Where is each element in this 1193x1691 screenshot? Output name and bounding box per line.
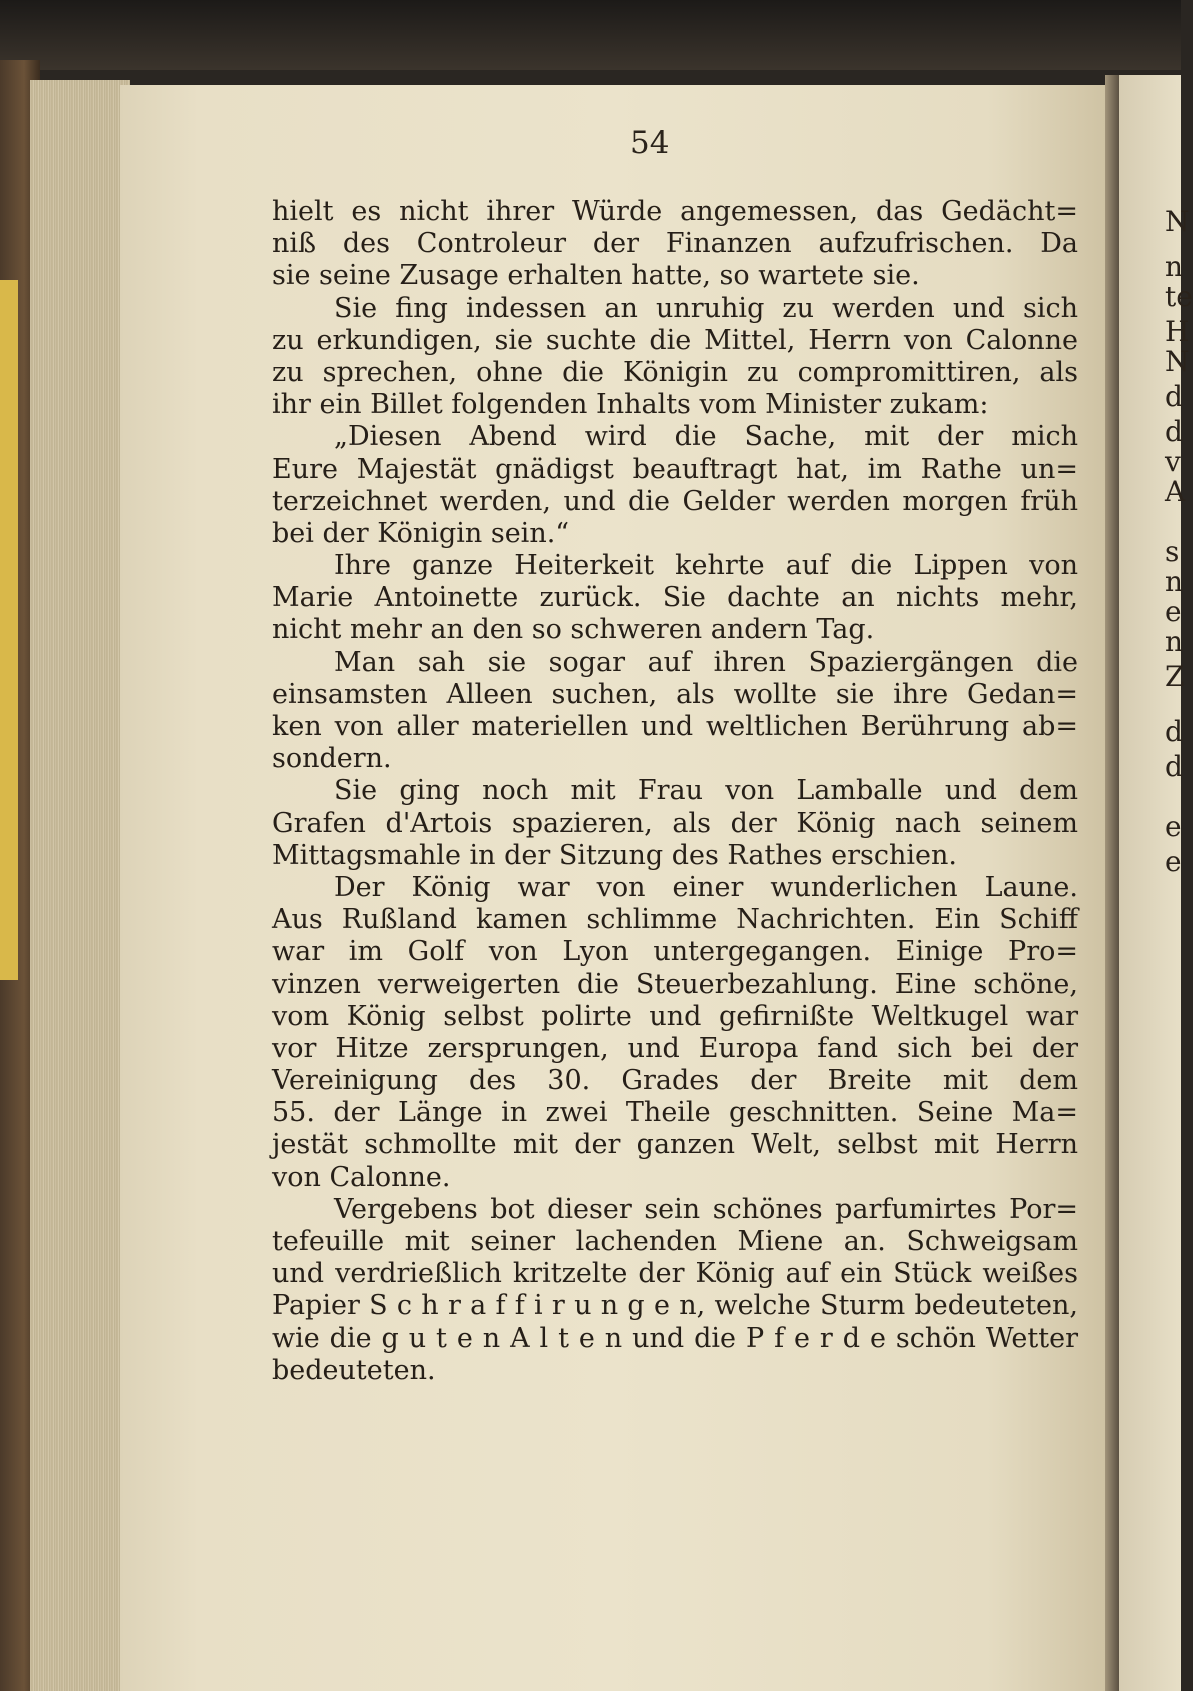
right-page-letter: s [1165,535,1180,568]
right-page-letter: v [1165,445,1181,478]
text-line: zu erkundigen, sie suchte die Mittel, Herrn von Calonne [272,324,1078,356]
text-line: hielt es nicht ihrer Würde angemessen, das Gedächt= [272,196,1078,227]
right-page-letter: Z [1165,660,1185,693]
right-page-letter: e [1165,810,1182,843]
text-line: ihr ein Billet folgenden Inhalts vom Minister zukam: [272,389,989,421]
text-line: Vergebens bot dieser sein schönes parfumirtes Por= [334,1193,1078,1225]
text-line: vor Hitze zersprungen, und Europa fand sich bei der [272,1032,1078,1064]
right-page-letter: te [1165,280,1193,313]
text-line: Sie fing indessen an unruhig zu werden und sich [334,292,1078,324]
right-page-letter: N [1165,205,1190,238]
text-line: wie die g u t e n A l t e n und die P f e r d e schön Wetter [272,1322,1078,1354]
text-line: Eure Majestät gnädigst beauftragt hat, im Rathe un= [272,453,1078,485]
text-line: terzeichnet werden, und die Gelder werden morgen früh [272,485,1078,517]
text-line: Aus Rußland kamen schlimme Nachrichten. Ein Schiff [272,904,1078,936]
text-line: Vereinigung des 30. Grades der Breite mit dem [272,1065,1078,1097]
text-line: nicht mehr an den so schweren andern Tag. [272,614,875,646]
text-line: sie seine Zusage erhalten hatte, so wartete sie. [272,260,920,292]
right-page-edge [1119,75,1193,1691]
text-line: vom König selbst polirte und gefirnißte Weltkugel war [272,1000,1078,1032]
text-line: Marie Antoinette zurück. Sie dachte an nichts mehr, [272,582,1078,614]
book-cover-top [0,0,1181,70]
text-line: war im Golf von Lyon untergegangen. Einige Pro= [272,936,1078,968]
text-line: vinzen verweigerten die Steuerbezahlung. Eine schöne, [272,968,1078,1000]
text-line: tefeuille mit seiner lachenden Miene an. Schweigsam [272,1226,1078,1257]
right-page-letter: e [1165,845,1182,878]
right-page-letter: d [1165,750,1183,783]
right-page-letter: n [1165,565,1184,598]
text-line: ken von aller materiellen und weltlichen Berührung ab= [272,711,1078,742]
text-line: einsamsten Alleen suchen, als wollte sie ihre Gedan= [272,678,1078,710]
text-line: zu sprechen, ohne die Königin zu compromittiren, als [272,356,1078,388]
page-number: 54 [630,125,670,161]
text-line: „Diesen Abend wird die Sache, mit der mich [334,421,1078,453]
right-page-letter: e [1165,595,1182,628]
page-text [272,196,1078,1387]
right-page-letter: d [1165,380,1183,413]
right-page-letter: N [1165,345,1190,378]
text-line: Ihre ganze Heiterkeit kehrte auf die Lippen von [334,550,1078,582]
right-page-letter: n [1165,625,1184,658]
text-line: Der König war von einer wunderlichen Laune. [334,871,1078,903]
text-line: Sie ging noch mit Frau von Lamballe und dem [334,775,1078,807]
text-line: jestät schmollte mit der ganzen Welt, selbst mit Herrn [272,1129,1078,1161]
text-line: Papier S c h r a f f i r u n g e n, welche Sturm bedeuteten, [272,1290,1078,1322]
bookmark-strip [0,280,18,980]
text-line: Mittagsmahle in der Sitzung des Rathes erschien. [272,839,957,871]
text-line: von Calonne. [272,1161,451,1193]
right-page-letter: H [1165,315,1190,348]
right-page-letter: d [1165,715,1183,748]
page-edges [30,80,130,1691]
right-page-letter: n [1165,250,1184,283]
text-line: 55. der Länge in zwei Theile geschnitten. Seine Ma= [272,1097,1078,1129]
right-page-letter: A [1165,475,1186,508]
text-line: bedeuteten. [272,1354,436,1386]
text-line: Grafen d'Artois spazieren, als der König nach seinem [272,807,1078,839]
text-line: sondern. [272,743,392,775]
text-line: niß des Controleur der Finanzen aufzufrischen. Da [272,228,1078,260]
text-line: bei der Königin sein.“ [272,517,570,549]
text-line: Man sah sie sogar auf ihren Spaziergängen die [334,646,1078,678]
right-page-letter: d [1165,415,1183,448]
book-gutter [1105,75,1119,1691]
text-line: und verdrießlich kritzelte der König auf ein Stück weißes [272,1258,1078,1290]
